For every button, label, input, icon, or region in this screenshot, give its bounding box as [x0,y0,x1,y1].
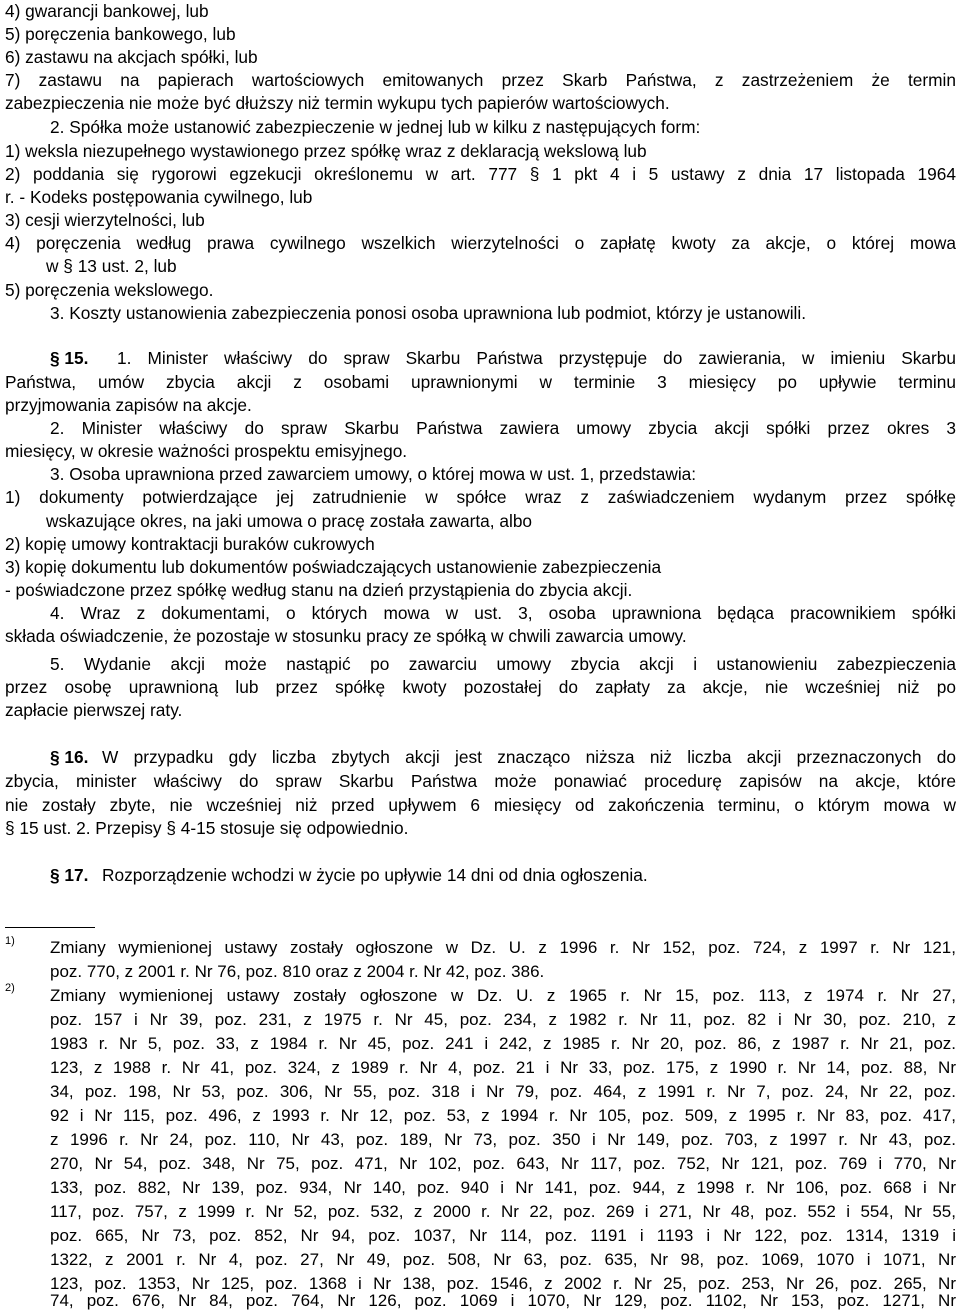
text-line: w § 13 ust. 2, lub [46,256,177,276]
footnote-line: 34, poz. 198, Nr 53, poz. 306, Nr 55, poz. 318 i Nr 79, poz. 464, z 1991 r. Nr 7, poz. 24, Nr 22, poz. [50,1082,956,1101]
list-item: 2) kopię umowy kontraktacji buraków cukrowych [5,534,375,554]
list-item: 5) poręczenia wekslowego. [5,280,214,300]
paragraph: 4. Wraz z dokumentami, o których mowa w ust. 3, osoba uprawniona będąca pracownikiem spółki [50,603,956,623]
footnote-line: 117, poz. 757, z 1999 r. Nr 52, poz. 532, z 2000 r. Nr 22, poz. 269 i 271, Nr 48, poz. 552 i 554, Nr 55, [50,1202,956,1221]
paragraph: 2. Minister właściwy do spraw Skarbu Państwa zawiera umowy zbycia akcji spółki przez okres 3 [50,418,956,438]
footnote-line: Zmiany wymienionej ustawy zostały ogłoszone w Dz. U. z 1965 r. Nr 15, poz. 113, z 1974 r. Nr 27, [50,986,956,1005]
paragraph: 5. Wydanie akcji może nastąpić po zawarciu umowy zbycia akcji i ustanowieniu zabezpieczenia [50,654,956,674]
footnote-line: 1983 r. Nr 5, poz. 33, z 1984 r. Nr 45, poz. 241 i 242, z 1985 r. Nr 20, poz. 86, z 1987 r. Nr 21, poz. [50,1034,956,1053]
list-item: 6) zastawu na akcjach spółki, lub [5,47,258,67]
list-item: 3) kopię dokumentu lub dokumentów poświadczających ustanowienie zabezpieczenia [5,557,662,577]
text-line: miesięcy, w okresie ważności prospektu emisyjnego. [5,441,408,461]
paragraph: W przypadku gdy liczba zbytych akcji jest znacząco niższa niż liczba akcji przeznaczonych do [102,747,956,767]
section-heading: § 17. [50,865,89,885]
list-item: 5) poręczenia bankowego, lub [5,24,236,44]
paragraph: Rozporządzenie wchodzi w życie po upływie 14 dni od dnia ogłoszenia. [102,865,648,885]
list-item: 3) cesji wierzytelności, lub [5,210,205,230]
text-line: zapłacie pierwszej raty. [5,700,183,720]
footnote-line: poz. 665, Nr 73, poz. 852, Nr 94, poz. 1037, Nr 114, poz. 1191 i 1193 i Nr 122, poz. 1314, 1319 i [50,1226,956,1245]
paragraph: 3. Osoba uprawniona przed zawarciem umowy, o której mowa w ust. 1, przedstawia: [50,464,697,484]
text-line: przyjmowania zapisów na akcje. [5,395,252,415]
text-line: zbycia, minister właściwy do spraw Skarbu Państwa może ponawiać procedurę zapisów na akcje, które [5,771,956,791]
footnote-separator [5,927,95,928]
text-line: § 15 ust. 2. Przepisy § 4-15 stosuje się odpowiednio. [5,818,409,838]
text-line: r. - Kodeks postępowania cywilnego, lub [5,187,313,207]
paragraph: 1. Minister właściwy do spraw Skarbu Państwa przystępuje do zawierania, w imieniu Skarbu [117,348,956,368]
paragraph: 2. Spółka może ustanowić zabezpieczenie w jednej lub w kilku z następujących form: [50,117,701,137]
list-item: 4) gwarancji bankowej, lub [5,1,209,21]
list-item: 1) weksla niezupełnego wystawionego przez spółkę wraz z deklaracją wekslową lub [5,141,647,161]
footnote-line: 123, z 1988 r. Nr 41, poz. 324, z 1989 r. Nr 4, poz. 21 i Nr 33, poz. 175, z 1990 r. Nr 14, poz. 88, Nr [50,1058,956,1077]
footnote-line: poz. 770, z 2001 r. Nr 76, poz. 810 oraz z 2004 r. Nr 42, poz. 386. [50,962,545,981]
footnote-line: 270, Nr 54, poz. 348, Nr 75, poz. 471, Nr 102, poz. 643, Nr 117, poz. 752, Nr 121, poz. 769 i 770, Nr [50,1154,956,1173]
footnote-line: 123, poz. 1353, Nr 125, poz. 1368 i Nr 138, poz. 1546, z 2002 r. Nr 25, poz. 253, Nr 26, poz. 265, Nr [50,1274,956,1293]
footnote-line: Zmiany wymienionej ustawy zostały ogłoszone w Dz. U. z 1996 r. Nr 152, poz. 724, z 1997 r. Nr 121, [50,938,956,957]
list-item: 1) dokumenty potwierdzające jej zatrudnienie w spółce wraz z zaświadczeniem wydanym przez spółkę [5,487,956,507]
footnote-line: poz. 157 i Nr 39, poz. 231, z 1975 r. Nr 45, poz. 234, z 1982 r. Nr 11, poz. 82 i Nr 30, poz. 210, z [50,1010,956,1029]
footnote-line: 1322, z 2001 r. Nr 4, poz. 27, Nr 49, poz. 508, Nr 63, poz. 635, Nr 98, poz. 1069, 1070 i 1071, Nr [50,1250,956,1269]
text-line: Państwa, umów zbycia akcji z osobami uprawnionymi w terminie 3 miesięcy po upływie terminu [5,372,956,392]
text-line: wskazujące okres, na jaki umowa o pracę została zawarta, albo [46,511,533,531]
list-item: 2) poddania się rygorowi egzekucji określonemu w art. 777 § 1 pkt 4 i 5 ustawy z dnia 17 listopada 1964 [5,164,956,184]
footnote-marker: 1) [5,935,15,947]
list-item: 4) poręczenia według prawa cywilnego wszelkich wierzytelności o zapłatę kwoty za akcje, o której mowa [5,233,956,253]
text-line: zabezpieczenia nie może być dłuższy niż termin wykupu tych papierów wartościowych. [5,93,670,113]
footnote-line: 133, poz. 882, Nr 139, poz. 934, Nr 140, poz. 940 i Nr 141, poz. 944, z 1998 r. Nr 106, poz. 668 i Nr [50,1178,956,1197]
text-line: - poświadczone przez spółkę według stanu na dzień przystąpienia do zbycia akcji. [5,580,633,600]
section-heading: § 15. [50,348,89,368]
text-line: składa oświadczenie, że pozostaje w stosunku pracy ze spółką w chwili zawarcia umowy. [5,626,687,646]
footnote-line: 92 i Nr 115, poz. 496, z 1993 r. Nr 12, poz. 53, z 1994 r. Nr 105, poz. 509, z 1995 r. Nr 83, poz. 417, [50,1106,956,1125]
text-line: przez osobę uprawnioną lub przez spółkę kwoty pozostałej do zapłaty za akcje, nie wcześniej niż po [5,677,956,697]
paragraph: 3. Koszty ustanowienia zabezpieczenia ponosi osoba uprawniona lub podmiot, którzy je ustanowili. [50,303,807,323]
section-heading: § 16. [50,747,89,767]
text-line: nie zostały zbyte, nie wcześniej niż przed upływem 6 miesięcy od zakończenia terminu, o którym mowa w [5,795,956,815]
list-item: 7) zastawu na papierach wartościowych emitowanych przez Skarb Państwa, z zastrzeżeniem że termin [5,70,956,90]
footnote-line: 74, poz. 676, Nr 84, poz. 764, Nr 126, poz. 1069 i 1070, Nr 129, poz. 1102, Nr 153, poz. 1271, Nr [50,1291,956,1310]
footnote-marker: 2) [5,982,15,994]
footnote-line: z 1996 r. Nr 24, poz. 110, Nr 43, poz. 189, Nr 73, poz. 350 i Nr 149, poz. 703, z 1997 r. Nr 43, poz. [50,1130,956,1149]
